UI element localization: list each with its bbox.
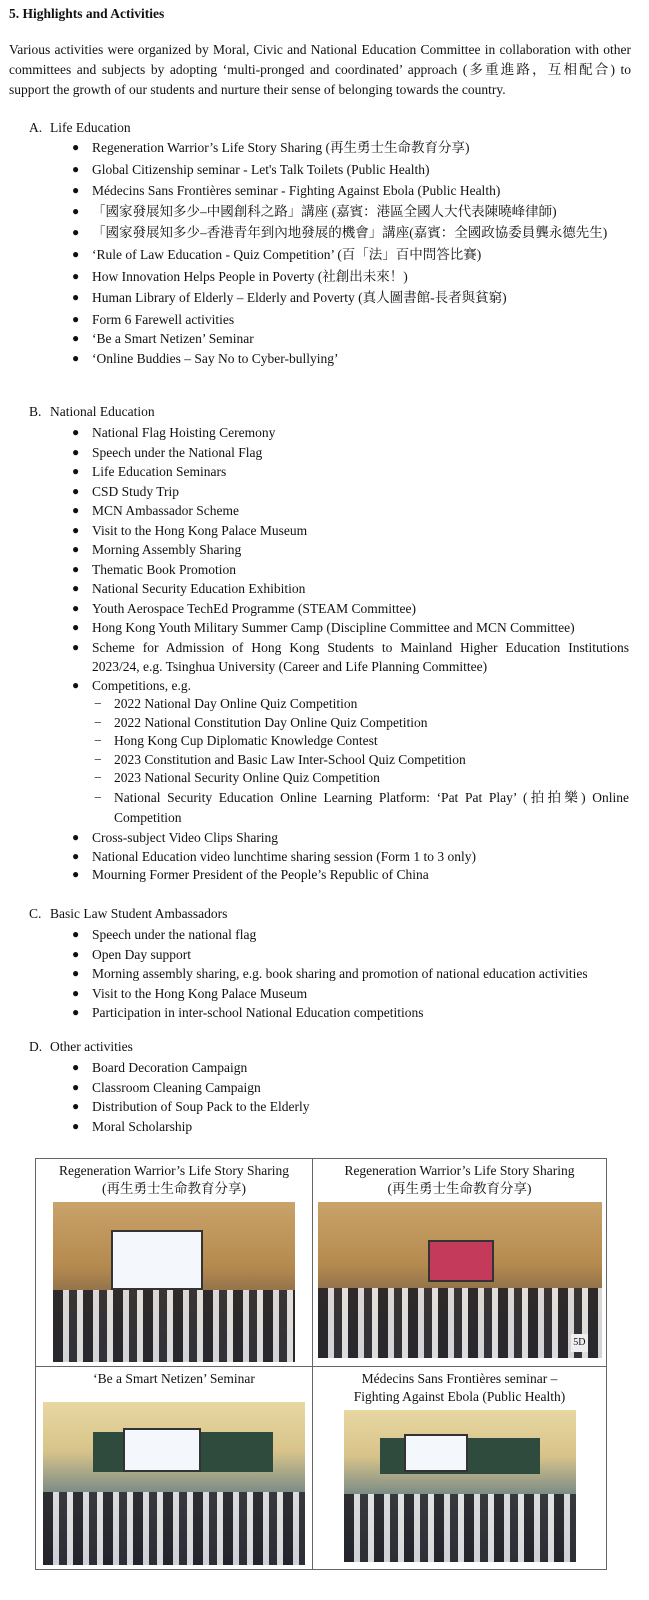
bullet-icon: ● [72, 225, 80, 239]
list-item: ● 「國家發展知多少–中國創科之路」講座 (嘉賓：港區全國人大代表陳曉峰律師) [72, 202, 629, 222]
section-a-list [72, 138, 629, 368]
list-item: ● Distribution of Soup Pack to the Elderly [72, 1097, 629, 1117]
projection-screen [428, 1240, 494, 1282]
sub-list-item: − 2023 Constitution and Basic Law Inter-School Quiz Competition [92, 751, 629, 770]
dash-icon: − [94, 733, 102, 748]
bullet-icon: ● [72, 581, 80, 595]
bullet-icon: ● [72, 1005, 80, 1019]
sub-list-item: − 2022 National Constitution Day Online Quiz Competition [92, 714, 629, 733]
section-a-letter: A. [29, 120, 43, 135]
bullet-icon: ● [72, 1118, 80, 1133]
list-item: ● Hong Kong Youth Military Summer Camp (Discipline Committee and MCN Committee) [72, 618, 629, 638]
audience [344, 1494, 576, 1562]
section-heading: 5. Highlights and Activities [9, 6, 165, 21]
list-item: ● National Flag Hoisting Ceremony [72, 423, 629, 443]
projection-screen [111, 1230, 203, 1290]
section-c-list [72, 925, 629, 1023]
list-item: ● Morning Assembly Sharing [72, 540, 629, 560]
photo-caption: ‘Be a Smart Netizen’ Seminar [93, 1371, 255, 1386]
audience [43, 1492, 305, 1565]
sub-list-item: − 2022 National Day Online Quiz Competition [92, 695, 629, 714]
photo-cell [36, 1367, 313, 1570]
section-a-title [29, 120, 131, 136]
section-d-label: Other activities [50, 1039, 133, 1054]
list-item: ● Morning assembly sharing, e.g. book sharing and promotion of national education activities [72, 964, 629, 984]
sub-list-item: − 2023 National Security Online Quiz Competition [92, 769, 629, 788]
bullet-icon: ● [72, 677, 80, 692]
bullet-icon: ● [72, 140, 80, 154]
list-item: ● ‘Be a Smart Netizen’ Seminar [72, 329, 629, 349]
bullet-icon: ● [72, 600, 80, 615]
photo-table [35, 1158, 607, 1570]
bullet-icon: ● [72, 161, 80, 176]
list-item: ● Mourning Former President of the People’s Republic of China [72, 866, 429, 882]
bullet-icon: ● [72, 620, 80, 634]
section-d-title [29, 1039, 133, 1055]
list-item: ● Speech under the national flag [72, 925, 629, 945]
list-item: ● CSD Study Trip [72, 482, 629, 502]
bullet-icon: ● [72, 927, 80, 941]
bullet-icon: ● [72, 542, 80, 556]
projection-screen [404, 1434, 468, 1472]
photo-life-story-sharing-2 [318, 1202, 602, 1358]
photo-label: 5D [571, 1334, 587, 1352]
list-item: ● Global Citizenship seminar - Let's Talk Toilets (Public Health) [72, 160, 629, 180]
sub-list-item: − National Security Education Online Learning Platform: ‘Pat Pat Play’ (拍拍樂) Online Competition [94, 789, 629, 825]
section-c-letter: C. [29, 906, 42, 921]
list-item: ● Youth Aerospace TechEd Programme (STEAM Committee) [72, 599, 629, 619]
audience [53, 1290, 295, 1362]
list-item: ● 「國家發展知多少–香港青年到內地發展的機會」講座(嘉賓：全國政協委員龔永德先生) [72, 225, 608, 240]
list-item: ● Cross-subject Video Clips Sharing [72, 828, 629, 848]
section-a-label: Life Education [50, 120, 131, 135]
dash-icon: − [94, 696, 102, 711]
list-item: ● Participation in inter-school National Education competitions [72, 1003, 629, 1023]
bullet-icon: ● [72, 1079, 80, 1094]
projection-screen [123, 1428, 201, 1472]
competitions-list [92, 695, 629, 828]
photo-caption: Regeneration Warrior’s Life Story Sharing (再生勇士生命教育分享) [344, 1163, 575, 1196]
bullet-icon: ● [72, 290, 80, 304]
section-c-label: Basic Law Student Ambassadors [50, 906, 228, 921]
section-d-letter: D. [29, 1039, 43, 1054]
list-item: ● Form 6 Farewell activities [72, 310, 629, 330]
dash-icon: − [94, 770, 102, 785]
bullet-icon: ● [72, 1099, 80, 1113]
bullet-icon: ● [72, 331, 80, 345]
dash-icon: − [94, 789, 102, 805]
list-item: ● Regeneration Warrior’s Life Story Sharing (再生勇士生命教育分享) [72, 138, 629, 158]
list-item: ● Classroom Cleaning Campaign [72, 1078, 629, 1098]
list-item: ● MCN Ambassador Scheme [72, 501, 629, 521]
section-b-label: National Education [50, 404, 155, 419]
section-d-list [72, 1058, 629, 1136]
bullet-icon: ● [72, 561, 80, 576]
bullet-icon: ● [72, 522, 80, 537]
list-item: ● Médecins Sans Frontières seminar - Fighting Against Ebola (Public Health) [72, 181, 629, 201]
bullet-icon: ● [72, 425, 80, 439]
photo-cell [36, 1159, 313, 1367]
bullet-icon: ● [72, 247, 80, 261]
bullet-icon: ● [72, 483, 80, 498]
list-item: ● Human Library of Elderly – Elderly and Poverty (真人圖書館-長者與貧窮) [72, 288, 629, 308]
bullet-icon: ● [72, 183, 80, 197]
section-b-list [72, 423, 629, 882]
bullet-icon: ● [72, 203, 80, 218]
photo-cell [313, 1159, 607, 1367]
list-item: ● National Education video lunchtime sharing session (Form 1 to 3 only) [72, 847, 629, 867]
bullet-icon: ● [72, 866, 80, 881]
list-item: ● Open Day support [72, 945, 629, 965]
audience [318, 1288, 602, 1358]
bullet-icon: ● [72, 464, 80, 478]
bullet-icon: ● [72, 966, 80, 980]
photo-life-story-sharing-1 [53, 1202, 295, 1362]
list-item: ● Moral Scholarship [72, 1117, 629, 1137]
list-item: ● Visit to the Hong Kong Palace Museum [72, 521, 629, 541]
list-item: ● Competitions, e.g. − 2022 National Day Online Quiz Competition − 2022 National Constitution Day Online Quiz Competition − Hong Kong Cup Diplomatic Knowledge Contest − 2023 Constitution and Basic Law Inter-School Quiz Competition − 2023 National Security Online Quiz Competition − National Security Education Online Learning Platform: ‘Pat Pat Play’ (拍拍樂) Online Competition [72, 676, 629, 828]
dash-icon: − [94, 714, 102, 730]
list-item: ● Visit to the Hong Kong Palace Museum [72, 984, 629, 1004]
photo-caption: Regeneration Warrior’s Life Story Sharing (再生勇士生命教育分享) [58, 1163, 290, 1196]
bullet-icon: ● [72, 1060, 80, 1074]
bullet-icon: ● [72, 849, 80, 863]
dash-icon: − [94, 751, 102, 767]
sub-list-item: − Hong Kong Cup Diplomatic Knowledge Contest [92, 732, 629, 751]
section-b-letter: B. [29, 404, 42, 419]
photo-smart-netizen-seminar [43, 1402, 305, 1565]
photo-msf-seminar [344, 1410, 576, 1562]
list-item: ● Scheme for Admission of Hong Kong Students to Mainland Higher Education Institutions 2023/24, e.g. Tsinghua University (Career and Life Planning Committee) [72, 639, 629, 674]
list-item: ● Speech under the National Flag [72, 443, 629, 463]
bullet-icon: ● [72, 639, 80, 654]
bullet-icon: ● [72, 503, 80, 517]
section-b-title [29, 404, 155, 420]
photo-caption: Médecins Sans Frontières seminar – Fighting Against Ebola (Public Health) [353, 1371, 566, 1404]
photo-cell [313, 1367, 607, 1570]
bullet-icon: ● [72, 946, 80, 961]
section-c-title [29, 906, 227, 922]
list-item: ● Board Decoration Campaign [72, 1058, 629, 1078]
bullet-icon: ● [72, 311, 80, 326]
list-item: ● How Innovation Helps People in Poverty (社創出未來！) [72, 267, 629, 287]
bullet-icon: ● [72, 985, 80, 1000]
list-item: ● National Security Education Exhibition [72, 579, 629, 599]
intro-paragraph: Various activities were organized by Moral, Civic and National Education Committee in collaboration with other committees and subjects by adopting ‘multi-pronged and coordinated’ approach (多重進路，互相配合) to support the growth of our students and nurture their sense of belonging towards the country. [9, 42, 631, 97]
bullet-icon: ● [72, 829, 80, 844]
list-item: ● Thematic Book Promotion [72, 560, 629, 580]
bullet-icon: ● [72, 350, 80, 365]
list-item: ● ‘Rule of Law Education - Quiz Competition’ (百「法」百中問答比賽) [72, 245, 629, 265]
list-item: ● ‘Online Buddies – Say No to Cyber-bullying’ [72, 349, 629, 369]
bullet-icon: ● [72, 444, 80, 459]
list-item: ● Life Education Seminars [72, 462, 629, 482]
bullet-icon: ● [72, 268, 80, 283]
